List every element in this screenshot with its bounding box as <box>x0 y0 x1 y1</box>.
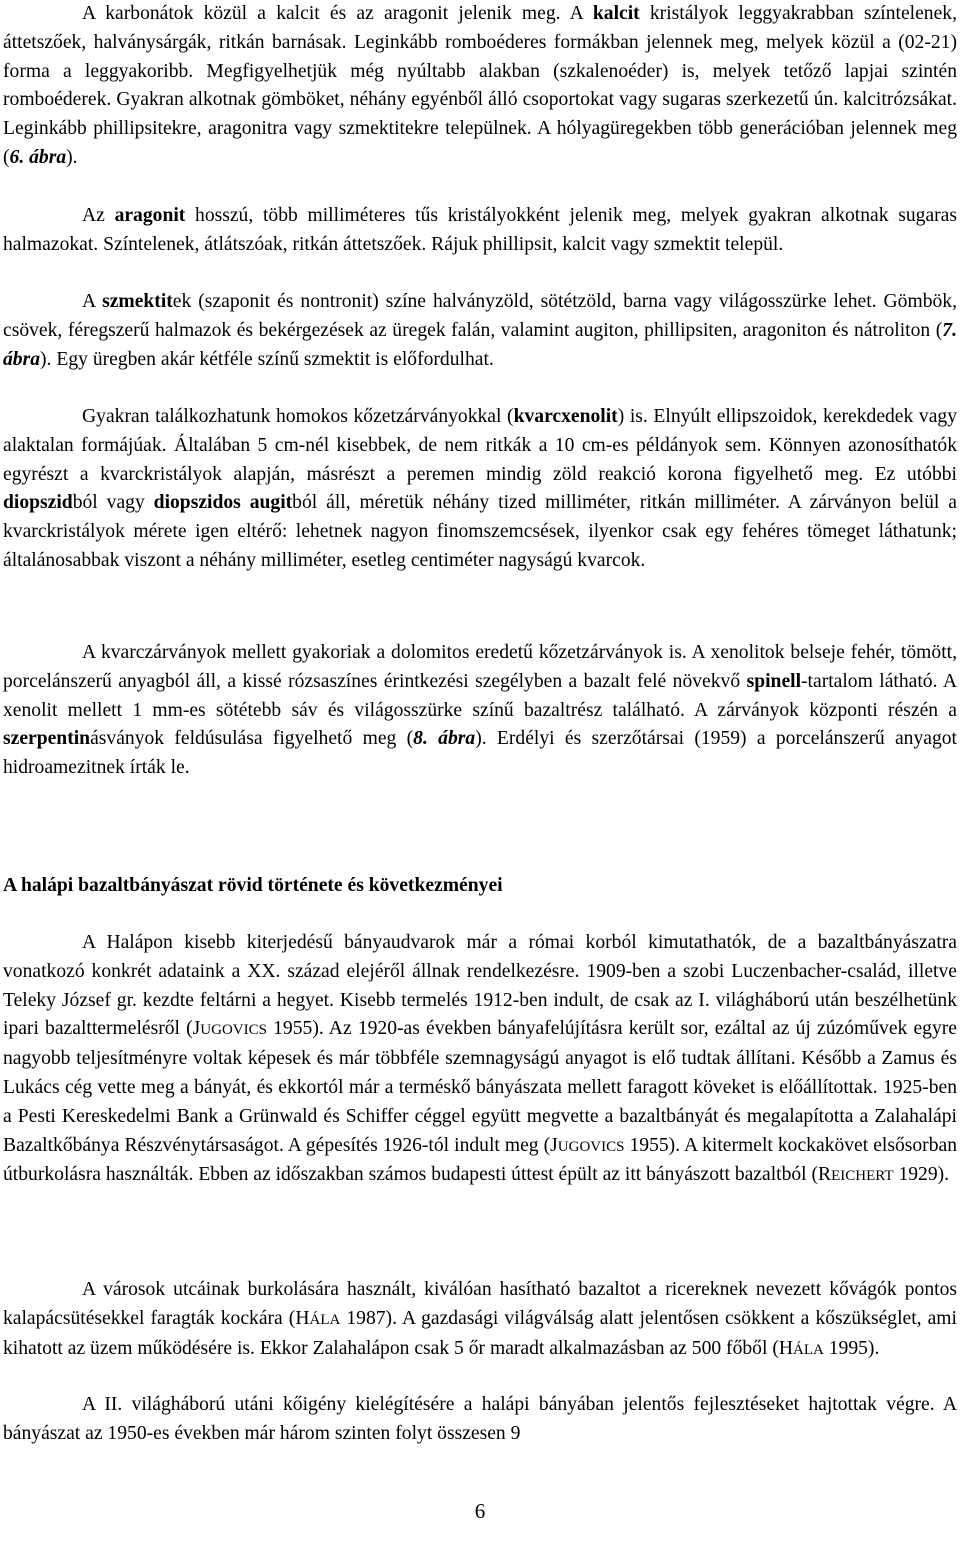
paragraph-aragonite <box>0 202 960 260</box>
bold-term: diopszidos augit <box>153 492 293 514</box>
text-run: A karbonátok közül a kalcit és az aragonit jelenik meg. A <box>82 3 593 24</box>
text-run: ). Egy üregben akár kétféle színű szmektit is előfordulhat. <box>40 348 494 370</box>
paragraph-dolomite-xenolith <box>0 639 960 783</box>
figure-reference: 6. ábra <box>9 146 67 168</box>
text-run: Gyakran találkozhatunk homokos kőzetzárványokkal ( <box>82 406 514 427</box>
text-run: 1955). A kitermelt kockakövet elsősorban útburkolásra használták. Ebben az időszakban számos budapesti úttest épült az itt bányászott bazaltból (R <box>3 1134 957 1186</box>
bold-term: aragonit <box>114 205 186 226</box>
paragraph-history-1 <box>0 929 960 1191</box>
text-run: 1929). <box>893 1164 950 1186</box>
text-run: A városok utcáinak burkolására használt, kiválóan hasítható bazaltot a ricereknek nevezett kővágók pontos kalapácsütésekkel faragták kockára (H <box>3 1279 957 1329</box>
text-run: 1987). A gazdasági világválság alatt jelentősen csökkent a kőszükséglet, ami kihatott az üzem működésére is. Ekkor Zalahalápon csak 5 őr maradt alkalmazásban az 500 főből (H <box>3 1307 957 1359</box>
text-run: A Halápon kisebb kiterjedésű bányaudvarok már a római korból kimutathatók, de a bazaltbányászatra vonatkozó konkrét adataink a XX. század elejéről állnak rendelkezésre. 1909-ben a szobi Luczenbacher-család, illetve Teleky József gr. kezdte feltárni a hegyet. Kisebb termelés 1912-ben indult, de csak az I. világháború után beszélhetünk ipari bazalttermelésről (J <box>3 932 957 1040</box>
text-run: hosszú, több milliméteres tűs kristályokként jelenik meg, melyek gyakran alkotnak sugaras halmazokat. Színtelenek, átlátszóak, ritkán áttetszőek. Rájuk phillipsit, kalcit vagy szmektit települ. <box>3 205 957 255</box>
figure-reference: 7. ábra <box>3 319 957 370</box>
text-run: A kvarczárványok mellett gyakoriak a dolomitos eredetű kőzetzárványok is. A xenolitok belseje fehér, tömött, porcelánszerű anyagból áll, a kissé rózsaszínes érintkezési szegélyben a bazalt felé növekvő <box>3 642 957 692</box>
author-smallcaps: EICHERT <box>831 1168 894 1185</box>
author-smallcaps: UGOVICS <box>557 1138 625 1155</box>
section-heading: A halápi bazaltbányászat rövid története és következményei <box>3 875 503 896</box>
text-run: 1955). Az 1920-as években bányafelújításra került sor, ezáltal az új zúzóművek egyre nagyobb teljesítményre voltak képesek és már többféle szemnagyságú anyagot is elő tudtak állítani. Később a Zamus és Lukács cég vette meg a bányát, és ekkortól már a terméskő bányászata mellett faragott köveket is előállítottak. 1925-ben a Pesti Kereskedelmi Bank a Grünwald és Schiffer céggel együtt megvette a bazaltbányát és megalapította a Zalahalápi Bazaltkőbánya Részvénytársaságot. A gépesítés 1926-tól indult meg (J <box>3 1018 957 1156</box>
text-run: ból áll, méretük néhány tized milliméter, ritkán milliméter. A zárványon belül a kvarckristályok mérete igen eltérő: lehetnek nagyon finomszemcsések, ilyenkor csak egy fehéres tömeget láthatunk; általánosabbak viszont a néhány milliméter, esetleg centiméter nagyságú kvarcok. <box>3 492 957 571</box>
text-run: A <box>82 291 103 312</box>
text-run: Az <box>82 205 115 226</box>
paragraph-history-2 <box>0 1276 960 1364</box>
bold-term: diopszid <box>3 492 73 514</box>
paragraph-history-3 <box>0 1391 960 1449</box>
text-run: ). Erdélyi és szerzőtársai (1959) a porcelánszerű anyagot hidroamezitnek írták le. <box>3 728 958 779</box>
paragraph-smectite <box>0 288 960 374</box>
bold-term: szmektit <box>102 291 173 312</box>
bold-term: kalcit <box>592 3 640 24</box>
text-run: -tartalom látható. A xenolit mellett 1 mm-es sötétebb sáv és világosszürke színű bazaltrész található. A zárványok központi részén a <box>3 670 957 721</box>
bold-term: kvarcxenolit <box>513 406 618 427</box>
page-number: 6 <box>474 1499 486 1523</box>
text-run: A II. világháború utáni kőigény kielégítésére a halápi bányában jelentős fejlesztéseket hajtottak végre. A bányászat az 1950-es években már három szinten folyt összesen 9 <box>3 1394 957 1444</box>
bold-term: spinell <box>746 670 802 692</box>
author-smallcaps: UGOVICS <box>200 1022 267 1039</box>
paragraph-carbonates <box>0 0 960 173</box>
text-run: ) is. Elnyúlt ellipszoidok, kerekdedek vagy alaktalan formájúak. Általában 5 cm-nél kisebbek, de nem ritkák a 10 cm-es példányok sem. Könnyen azonosíthatók egyrészt a kvarckristályok alapján, másrészt a peremen mindig zöld reakció korona figyelhető meg. Ez utóbbi <box>3 406 957 485</box>
bold-term: szerpentin <box>3 728 91 750</box>
text-run: kristályok leggyakrabban színtelenek, áttetszőek, halványsárgák, ritkán barnásak. Leginkább romboéderes formákban jelennek meg, melyek közül a (02-21) forma a leggyakoribb. Megfigyelhetjük még nyúltabb alakban (szkalenoéder) is, melyek tetőző lapjai szintén romboéderek. Gyakran alkotnak gömböket, néhány egyénből álló csoportokat vagy sugaras szerkezetű ún. kalcitrózsákat. Leginkább phillipsitekre, aragonitra vagy szmektitekre települnek. A hólyagüregekben több generációban jelennek meg ( <box>3 3 957 168</box>
paragraph-quartz-xenolith <box>0 403 960 576</box>
text-run: ). <box>66 146 78 168</box>
text-run: ásványok feldúsulása figyelhető meg ( <box>90 728 414 750</box>
text-run: ek (szaponit és nontronit) színe halványzöld, sötétzöld, barna vagy világosszürke lehet. Gömbök, csövek, féregszerű halmazok és bekérgezések az üregek falán, valamint augiton, phillipsiten, aragoniton és nátroliton ( <box>3 291 957 341</box>
text-run: ból vagy <box>72 492 154 514</box>
author-smallcaps: ÁLA <box>793 1341 824 1358</box>
author-smallcaps: ÁLA <box>309 1311 341 1328</box>
figure-reference: 8. ábra <box>413 728 476 750</box>
text-run: 1995). <box>823 1337 880 1359</box>
